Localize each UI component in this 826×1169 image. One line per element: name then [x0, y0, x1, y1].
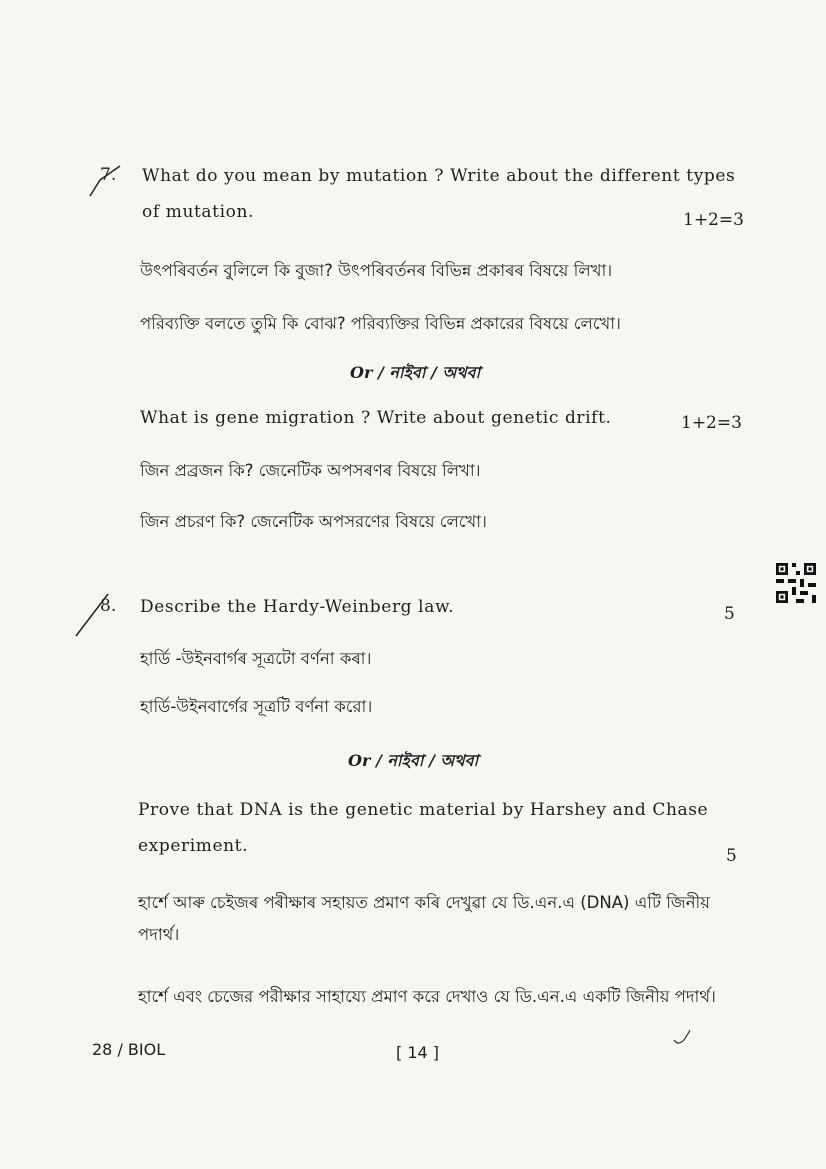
q8-alt-question-line1: Prove that DNA is the genetic material by Harshey and Chase: [138, 800, 709, 820]
qr-code-icon: [776, 563, 816, 603]
q7-alt-marks: 1+2=3: [681, 413, 742, 433]
q7-question-line2: of mutation.: [142, 202, 255, 222]
q8-assamese-text: হাৰ্ডি -উইনবাৰ্গৰ সূত্ৰটো বৰ্ণনা কৰা।: [140, 649, 372, 668]
q7-marks: 1+2=3: [683, 210, 744, 230]
q8-alt-question-line2: experiment.: [138, 836, 249, 856]
q8-alt-assamese-line1: হাৰ্শে আৰু চেইজৰ পৰীক্ষাৰ সহায়ত প্ৰমাণ কৰি দেখুৱা যে ডি.এন.এ (DNA) এটি জিনীয়: [138, 893, 710, 912]
q7-question-line1: What do you mean by mutation ? Write about the different types: [142, 166, 736, 186]
page-number: [ 14 ]: [396, 1043, 440, 1062]
q7-alt-assamese-text: জিন প্ৰব্ৰজন কি? জেনেটিক অপসৰণৰ বিষয়ে লিখা।: [140, 461, 481, 480]
q8-number: 8.: [100, 596, 117, 616]
q8-bengali-text: হার্ডি-উইনবার্গের সূত্রটি বর্ণনা করো।: [140, 697, 373, 716]
q7-or-label: Or / নাইবা / অথবা: [350, 363, 481, 382]
q8-alt-assamese-line2: পদাৰ্থ।: [138, 925, 180, 944]
q7-number: 7.: [100, 165, 117, 185]
paper-code: 28 / BIOL: [92, 1040, 166, 1059]
q7-alt-bengali-text: জিন প্রচরণ কি? জেনেটিক অপসরণের বিষয়ে লেখো।: [140, 512, 487, 531]
q7-alt-question: What is gene migration ? Write about genetic drift.: [140, 408, 612, 428]
q8-marks: 5: [724, 604, 735, 624]
q7-bengali-text: পরিব্যক্তি বলতে তুমি কি বোঝ? পরিব্যক্তির বিভিন্ন প্রকারের বিষয়ে লেখো।: [140, 314, 621, 333]
handwritten-mark-icon: [670, 1028, 696, 1048]
tick-mark-q7: [86, 160, 130, 200]
tick-mark-q8: [72, 590, 112, 640]
q8-question: Describe the Hardy-Weinberg law.: [140, 597, 455, 617]
q8-or-label: Or / নাইবা / অথবা: [348, 751, 479, 770]
q7-assamese-text: উৎপৰিবৰ্তন বুলিলে কি বুজা? উৎপৰিবৰ্তনৰ বিভিন্ন প্ৰকাৰৰ বিষয়ে লিখা।: [140, 261, 613, 280]
q8-alt-marks: 5: [726, 846, 737, 866]
q8-alt-bengali-text: হার্শে এবং চেজের পরীক্ষার সাহায্যে প্রমাণ করে দেখাও যে ডি.এন.এ একটি জিনীয় পদার্থ।: [138, 987, 716, 1006]
